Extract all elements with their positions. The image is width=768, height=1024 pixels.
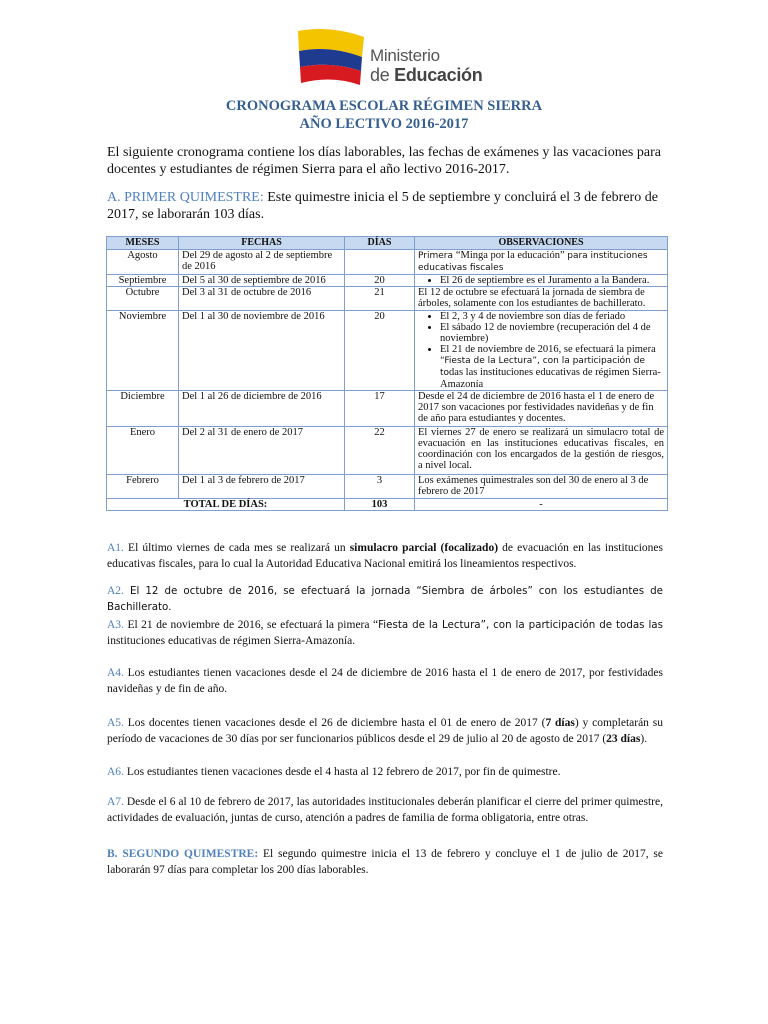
ministerio-logo	[296, 27, 496, 89]
obs-bullet: • El 2, 3 y 4 de noviembre son días de feriado	[440, 311, 664, 322]
table-header-row	[107, 237, 668, 250]
intro-paragraph: El siguiente cronograma contiene los días laborables, las fechas de exámenes y las vacaciones para docentes y estudiantes de régimen Sierra para el año lectivo 2016-2017.	[107, 145, 661, 177]
page-title: CRONOGRAMA ESCOLAR RÉGIMEN SIERRA	[225, 98, 543, 114]
schedule-table	[106, 236, 668, 511]
col-header-meses: MESES	[107, 237, 179, 250]
obs-bullet: • El 21 de noviembre de 2016, se efectuará la pimera “Fiesta de la Lectura”, con la participación de todas las instituciones educativas de régimen Sierra-Amazonía	[440, 344, 664, 390]
cell-observaciones: Primera “Minga por la educación” para instituciones educativas fiscales	[415, 250, 668, 275]
cell-dias: 20	[345, 275, 415, 287]
cell-dias: 3	[345, 475, 415, 499]
table-total-row	[107, 499, 668, 511]
obs-bullet: • El 26 de septiembre es el Juramento a la Bandera.	[440, 275, 664, 286]
section-b-label: B. SEGUNDO QUIMESTRE:	[107, 848, 259, 860]
table-row	[107, 311, 668, 391]
cell-dias	[345, 250, 415, 275]
note-a1: A1. El último viernes de cada mes se realizará un simulacro parcial (focalizado) de evacuación en las instituciones educativas fiscales, para lo cual la Autoridad Educativa Nacional emitirá los lineamientos respectivos.	[107, 542, 663, 570]
cell-mes: Enero	[107, 427, 179, 475]
cell-fechas: Del 3 al 31 de octubre de 2016	[179, 287, 345, 311]
cell-observaciones: Desde el 24 de diciembre de 2016 hasta el 1 de enero de 2017 son vacaciones por festividades navideñas y de fin de año para estudiantes y docentes.	[415, 391, 668, 427]
cell-dias: 22	[345, 427, 415, 475]
table-row	[107, 250, 668, 275]
cell-fechas: Del 1 al 30 de noviembre de 2016	[179, 311, 345, 391]
total-value: 103	[345, 499, 415, 511]
cell-dias: 21	[345, 287, 415, 311]
cell-observaciones: El 12 de octubre se efectuará la jornada de siembra de árboles, solamente con los estudiantes de bachillerato.	[415, 287, 668, 311]
section-a-label: A. PRIMER QUIMESTRE:	[107, 190, 264, 205]
cell-mes: Septiembre	[107, 275, 179, 287]
col-header-dias: DÍAS	[345, 237, 415, 250]
note-a3: A3. El 21 de noviembre de 2016, se efectuará la pimera “Fiesta de la Lectura”, con la participación de todas las instituciones educativas de régimen Sierra-Amazonía.	[107, 619, 663, 647]
logo-line2: de Educación	[370, 65, 483, 85]
section-a-paragraph: A. PRIMER QUIMESTRE: Este quimestre inicia el 5 de septiembre y concluirá el 3 de febrero de 2017, se laborarán 103 días.	[107, 190, 658, 222]
col-header-observaciones: OBSERVACIONES	[415, 237, 668, 250]
page-subtitle: AÑO LECTIVO 2016-2017	[299, 116, 469, 132]
note-a4: A4. Los estudiantes tienen vacaciones desde el 24 de diciembre de 2016 hasta el 1 de enero de 2017, por festividades navideñas y de fin de año.	[107, 667, 663, 695]
table-row	[107, 287, 668, 311]
table-row	[107, 275, 668, 287]
note-a2: A2. El 12 de octubre de 2016, se efectuará la jornada “Siembra de árboles” con los estudiantes de Bachillerato.	[107, 585, 663, 613]
cell-observaciones: El viernes 27 de enero se realizará un simulacro total de evacuación en las instituciones educativas fiscales, en coordinación con los encargados de la gestión de riesgos, a nivel local.	[415, 427, 668, 475]
table-row	[107, 475, 668, 499]
flag-logo-icon	[296, 27, 368, 89]
logo-line1: Ministerio	[370, 46, 440, 65]
table-row	[107, 427, 668, 475]
note-a7: A7. Desde el 6 al 10 de febrero de 2017, las autoridades institucionales deberán planificar el cierre del primer quimestre, actividades de evaluación, juntas de curso, atención a padres de familia de forma obligatoria, entre otras.	[107, 796, 663, 824]
cell-mes: Febrero	[107, 475, 179, 499]
cell-observaciones	[415, 311, 668, 391]
total-obs: -	[415, 499, 668, 511]
total-label: TOTAL DE DÍAS:	[107, 499, 345, 511]
cell-fechas: Del 5 al 30 de septiembre de 2016	[179, 275, 345, 287]
cell-fechas: Del 2 al 31 de enero de 2017	[179, 427, 345, 475]
cell-mes: Diciembre	[107, 391, 179, 427]
section-b-paragraph: B. SEGUNDO QUIMESTRE: El segundo quimestre inicia el 13 de febrero y concluye el 1 de julio de 2017, se laborarán 97 días para completar los 200 días laborables.	[107, 848, 663, 876]
note-a6: A6. Los estudiantes tienen vacaciones desde el 4 hasta al 12 febrero de 2017, por fin de quimestre.	[107, 766, 561, 778]
cell-fechas: Del 1 al 3 de febrero de 2017	[179, 475, 345, 499]
cell-dias: 20	[345, 311, 415, 391]
note-a5: A5. Los docentes tienen vacaciones desde el 26 de diciembre hasta el 01 de enero de 2017 (7 días) y completarán su período de vacaciones de 30 días por ser funcionarios públicos desde el 29 de julio al 20 de agosto de 2017 (23 días).	[107, 717, 663, 745]
cell-dias: 17	[345, 391, 415, 427]
cell-mes: Octubre	[107, 287, 179, 311]
table-row	[107, 391, 668, 427]
obs-bullet: • El sábado 12 de noviembre (recuperación del 4 de noviembre)	[440, 322, 664, 344]
cell-fechas: Del 29 de agosto al 2 de septiembre de 2016	[179, 250, 345, 275]
cell-mes: Noviembre	[107, 311, 179, 391]
cell-observaciones: Los exámenes quimestrales son del 30 de enero al 3 de febrero de 2017	[415, 475, 668, 499]
cell-fechas: Del 1 al 26 de diciembre de 2016	[179, 391, 345, 427]
cell-mes: Agosto	[107, 250, 179, 275]
col-header-fechas: FECHAS	[179, 237, 345, 250]
cell-observaciones	[415, 275, 668, 287]
